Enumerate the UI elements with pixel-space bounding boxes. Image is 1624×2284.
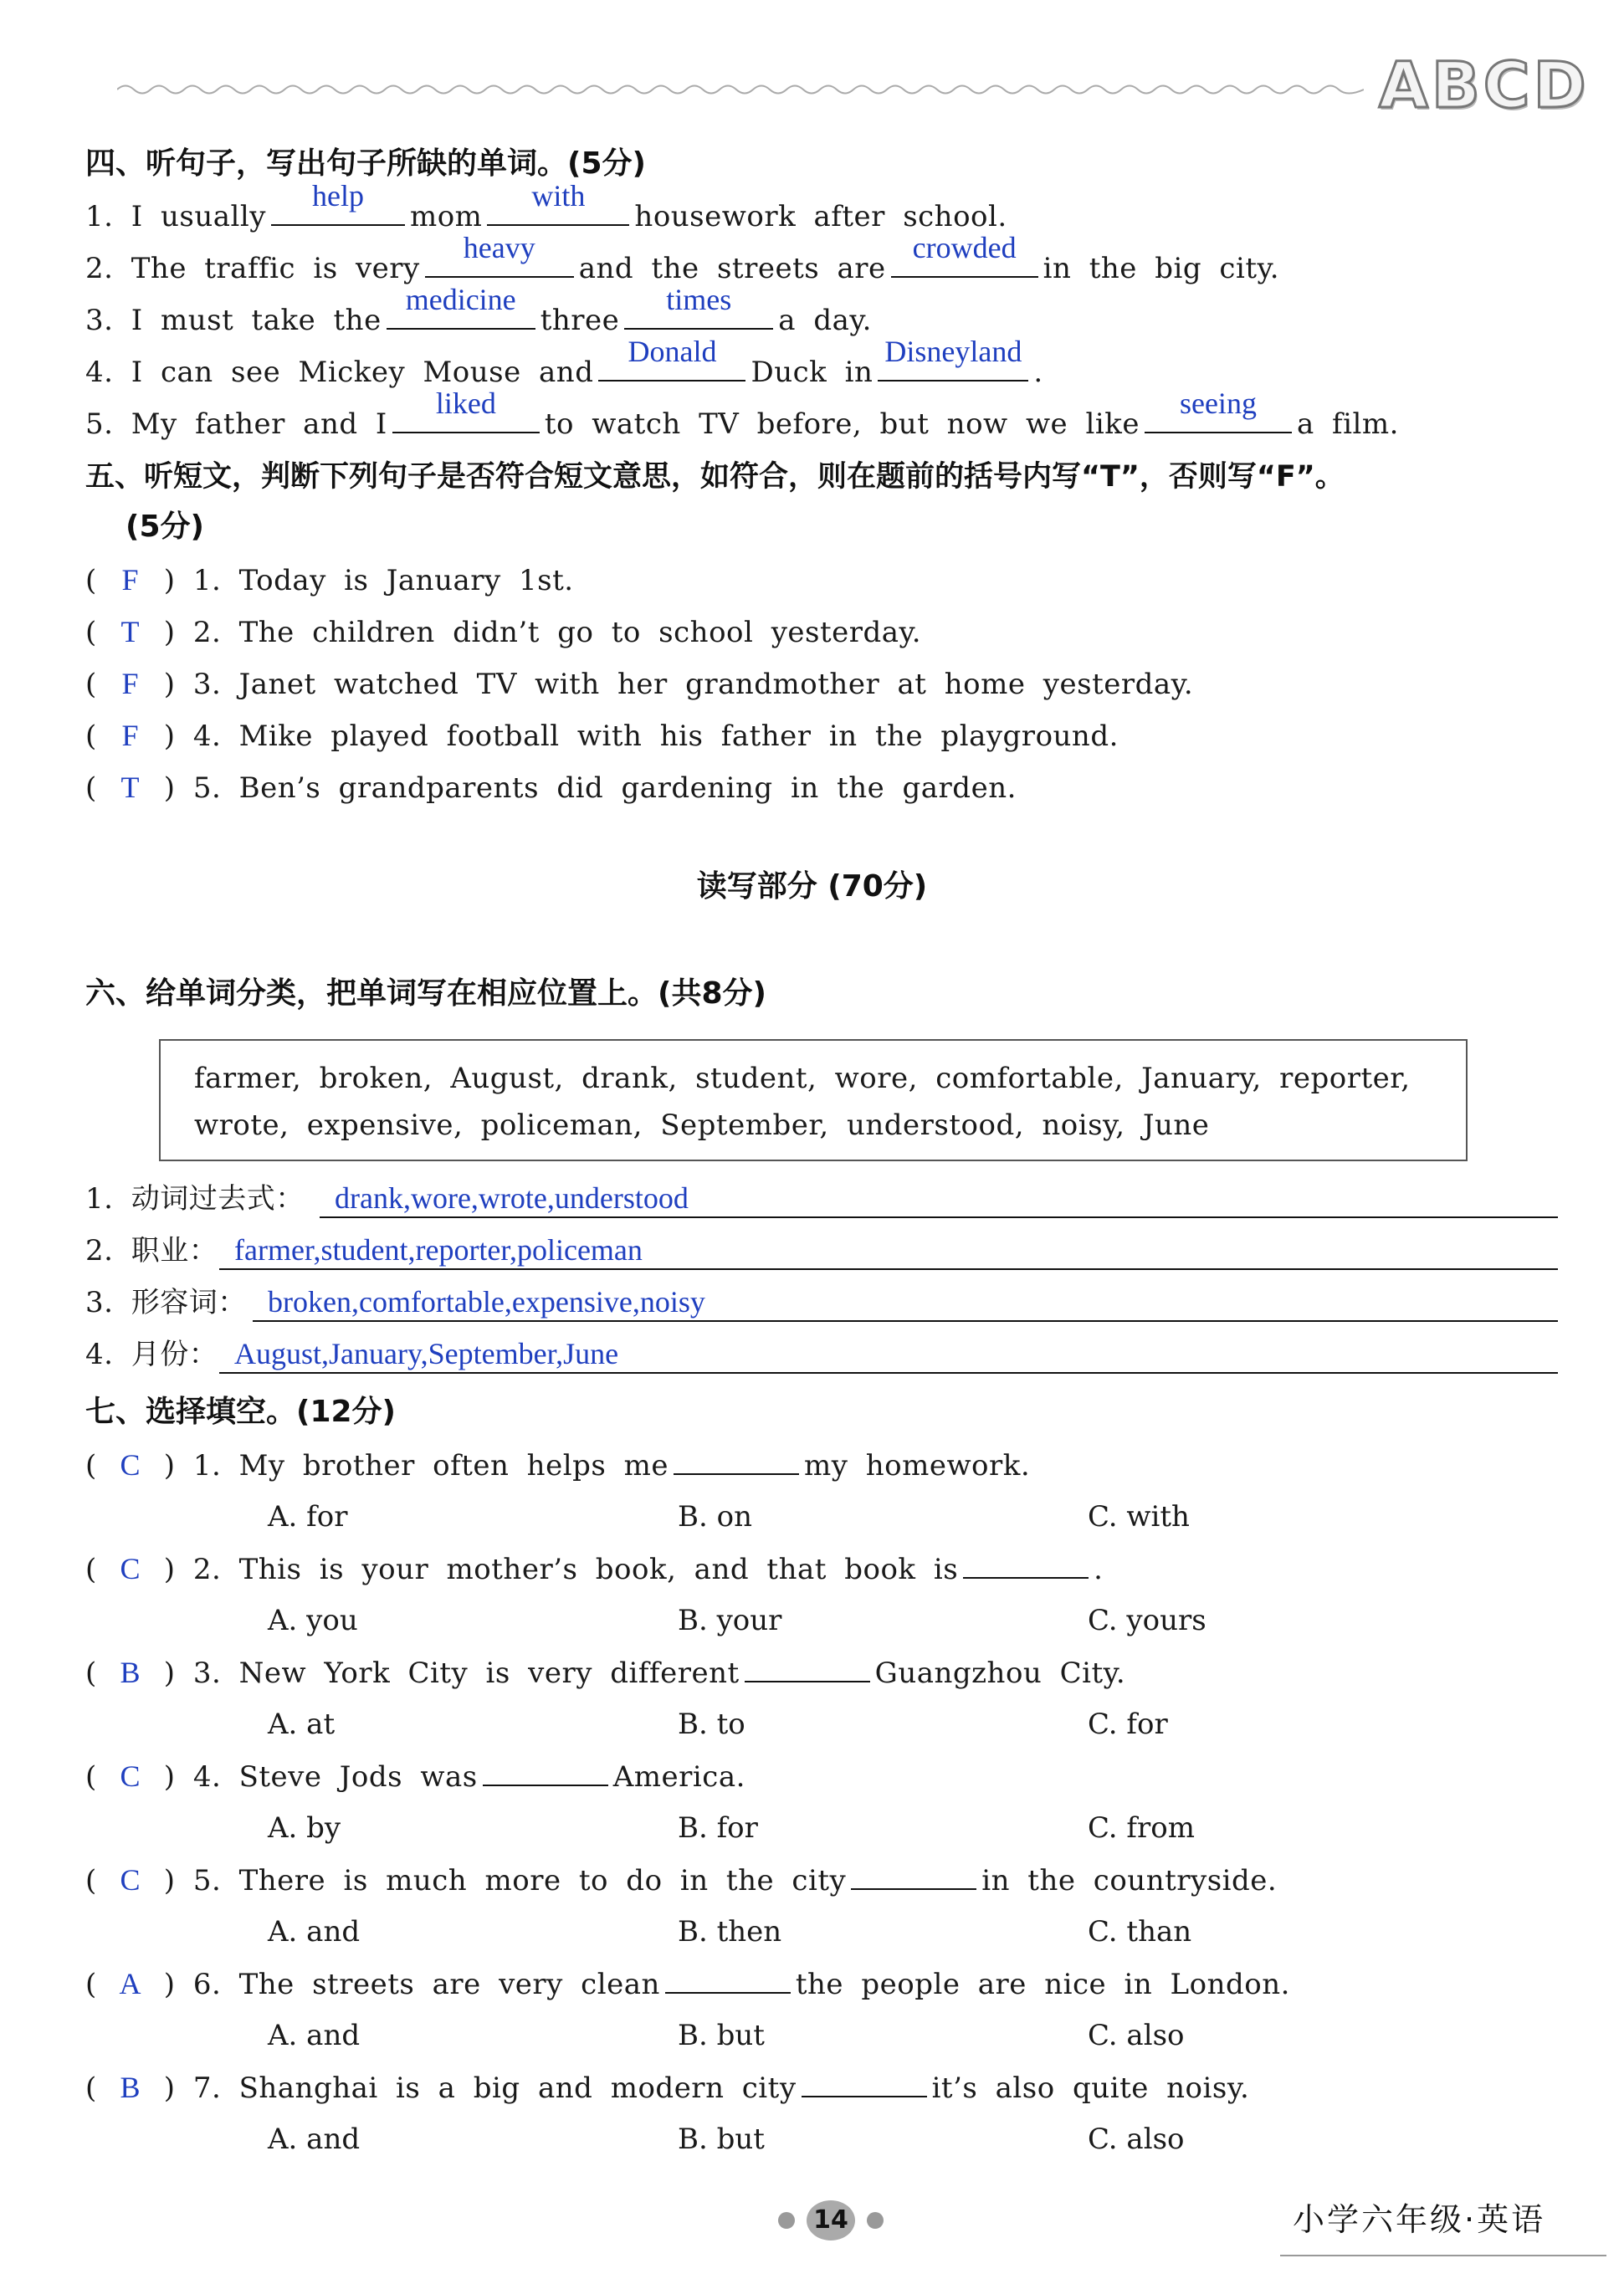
option-7a[interactable]: A. and — [268, 2123, 361, 2156]
option-2b[interactable]: B. your — [678, 1604, 782, 1637]
sec7-question-5: ( C ) 5. There is much more to do in the city in the countryside. — [85, 1861, 1277, 1900]
sec7-question-3: ( B ) 3. New York City is very different Guangzhou City. — [85, 1653, 1125, 1693]
option-1b[interactable]: B. on — [678, 1500, 752, 1534]
judge-answer-3[interactable]: F — [121, 667, 140, 700]
option-4c[interactable]: C. from — [1088, 1811, 1195, 1845]
sec7-question-4: ( C ) 4. Steve Jods was America. — [85, 1757, 745, 1796]
logo-letter-c: C — [1483, 48, 1530, 122]
option-3b[interactable]: B. to — [678, 1708, 745, 1741]
option-4b[interactable]: B. for — [678, 1811, 758, 1845]
sec7-question-2: ( C ) 2. This is your mother’s book, and that book is . — [85, 1549, 1103, 1589]
option-6c[interactable]: C. also — [1088, 2019, 1185, 2052]
sec4-question-3: 3. I must take the medicine three times a day. — [85, 283, 872, 337]
option-1a[interactable]: A. for — [268, 1500, 348, 1534]
sec6-row-2-field[interactable]: farmer,student,reporter,policeman — [219, 1226, 1558, 1270]
sec7-blank-5[interactable] — [851, 1863, 976, 1890]
blank-3a[interactable]: medicine — [387, 303, 535, 330]
section7-heading: 七、选择填空。(12分) — [85, 1395, 397, 1429]
part2-title: 读写部分 (70分) — [696, 869, 928, 904]
logo-letter-b: B — [1431, 48, 1480, 122]
section5-heading: 五、听短文，判断下列句子是否符合短文意思，如符合，则在题前的括号内写“T”，否则写“F”。 — [85, 460, 1345, 494]
choice-answer-1[interactable]: C — [120, 1448, 141, 1482]
page-dot-right — [867, 2212, 884, 2229]
option-5c[interactable]: C. than — [1088, 1915, 1192, 1949]
sec6-row-1-field[interactable]: drank,wore,wrote,understood — [320, 1175, 1558, 1218]
sec5-item-3: ( F ) 3. Janet watched TV with her grandmother at home yesterday. — [85, 664, 1193, 704]
sec7-question-6: ( A ) 6. The streets are very clean the people are nice in London. — [85, 1964, 1290, 2004]
sec7-question-7: ( B ) 7. Shanghai is a big and modern city it’s also quite noisy. — [85, 2068, 1249, 2107]
blank-4a[interactable]: Donald — [598, 355, 745, 382]
choice-answer-4[interactable]: C — [120, 1759, 141, 1793]
sec6-row-2-label: 2. 职业： — [85, 1234, 218, 1267]
sec6-row-4-label: 4. 月份： — [85, 1338, 218, 1371]
sec7-blank-7[interactable] — [802, 2071, 927, 2097]
judge-answer-4[interactable]: F — [121, 719, 140, 752]
option-1c[interactable]: C. with — [1088, 1500, 1190, 1534]
sec6-row-4-field[interactable]: August,January,September,June — [219, 1330, 1558, 1374]
judge-answer-2[interactable]: T — [120, 615, 141, 648]
sec4-question-1: 1. I usually help mom with housework after school. — [85, 179, 1007, 233]
sec6-row-1-label: 1. 动词过去式： — [85, 1182, 305, 1216]
sec7-blank-1[interactable] — [674, 1448, 799, 1475]
sec7-blank-4[interactable] — [483, 1759, 608, 1786]
sec4-question-2: 2. The traffic is very heavy and the streets are crowded in the big city. — [85, 231, 1280, 285]
option-7c[interactable]: C. also — [1088, 2123, 1185, 2156]
blank-2a[interactable]: heavy — [425, 251, 574, 278]
blank-3b[interactable]: times — [624, 303, 773, 330]
word-bank-line-1: farmer, broken, August, drank, student, wore, comfortable, January, reporter, — [194, 1062, 1411, 1095]
option-6b[interactable]: B. but — [678, 2019, 765, 2052]
page-dot-left — [778, 2212, 795, 2229]
option-2c[interactable]: C. yours — [1088, 1604, 1206, 1637]
option-6a[interactable]: A. and — [268, 2019, 361, 2052]
sec4-question-5: 5. My father and I liked to watch TV before, but now we like seeing a film. — [85, 387, 1399, 441]
sec7-blank-2[interactable] — [963, 1552, 1089, 1579]
option-7b[interactable]: B. but — [678, 2123, 765, 2156]
choice-answer-2[interactable]: C — [120, 1552, 141, 1585]
blank-1b[interactable]: with — [487, 199, 629, 226]
sec6-row-3-label: 3. 形容词： — [85, 1286, 247, 1319]
sec5-item-1: ( F ) 1. Today is January 1st. — [85, 561, 574, 600]
blank-5a[interactable]: liked — [392, 407, 540, 433]
choice-answer-6[interactable]: A — [119, 1967, 142, 2000]
page-number: 14 — [807, 2200, 855, 2240]
word-bank-box — [159, 1039, 1468, 1161]
option-3a[interactable]: A. at — [268, 1708, 336, 1741]
option-5a[interactable]: A. and — [268, 1915, 361, 1949]
word-bank-line-2: wrote, expensive, policeman, September, understood, noisy, June — [194, 1109, 1210, 1142]
option-3c[interactable]: C. for — [1088, 1708, 1168, 1741]
sec7-question-1: ( C ) 1. My brother often helps me my homework. — [85, 1446, 1030, 1485]
header-wave-decoration — [117, 80, 1364, 99]
page-number-badge — [778, 2200, 884, 2240]
option-5b[interactable]: B. then — [678, 1915, 782, 1949]
grade-subject-label: 小学六年级·英语 — [1293, 2201, 1546, 2238]
abcd-logo — [1379, 48, 1586, 122]
choice-answer-3[interactable]: B — [120, 1656, 141, 1689]
section5-score: (5分) — [126, 510, 204, 544]
judge-answer-5[interactable]: T — [120, 771, 141, 804]
section4-heading: 四、听句子，写出句子所缺的单词。(5分) — [85, 146, 646, 181]
sec5-item-5: ( T ) 5. Ben’s grandparents did gardening in the garden. — [85, 768, 1017, 807]
footer-divider — [1280, 2255, 1606, 2256]
sec6-row-3-field[interactable]: broken,comfortable,expensive,noisy — [253, 1278, 1558, 1322]
sec7-blank-3[interactable] — [745, 1656, 870, 1682]
sec7-blank-6[interactable] — [665, 1967, 791, 1994]
sec5-item-2: ( T ) 2. The children didn’t go to school yesterday. — [85, 612, 921, 652]
sec4-question-4: 4. I can see Mickey Mouse and Donald Duck in Disneyland . — [85, 335, 1043, 389]
judge-answer-1[interactable]: F — [121, 563, 140, 597]
logo-letter-a: A — [1379, 48, 1428, 122]
blank-2b[interactable]: crowded — [891, 251, 1038, 278]
blank-1a[interactable]: help — [271, 199, 405, 226]
option-2a[interactable]: A. you — [268, 1604, 358, 1637]
blank-4b[interactable]: Disneyland — [878, 355, 1028, 382]
sec5-item-4: ( F ) 4. Mike played football with his father in the playground. — [85, 716, 1119, 755]
blank-5b[interactable]: seeing — [1145, 407, 1292, 433]
section6-heading: 六、给单词分类，把单词写在相应位置上。(共8分) — [85, 976, 766, 1011]
logo-letter-d: D — [1533, 48, 1586, 122]
choice-answer-7[interactable]: B — [120, 2071, 141, 2104]
choice-answer-5[interactable]: C — [120, 1863, 141, 1897]
option-4a[interactable]: A. by — [268, 1811, 341, 1845]
